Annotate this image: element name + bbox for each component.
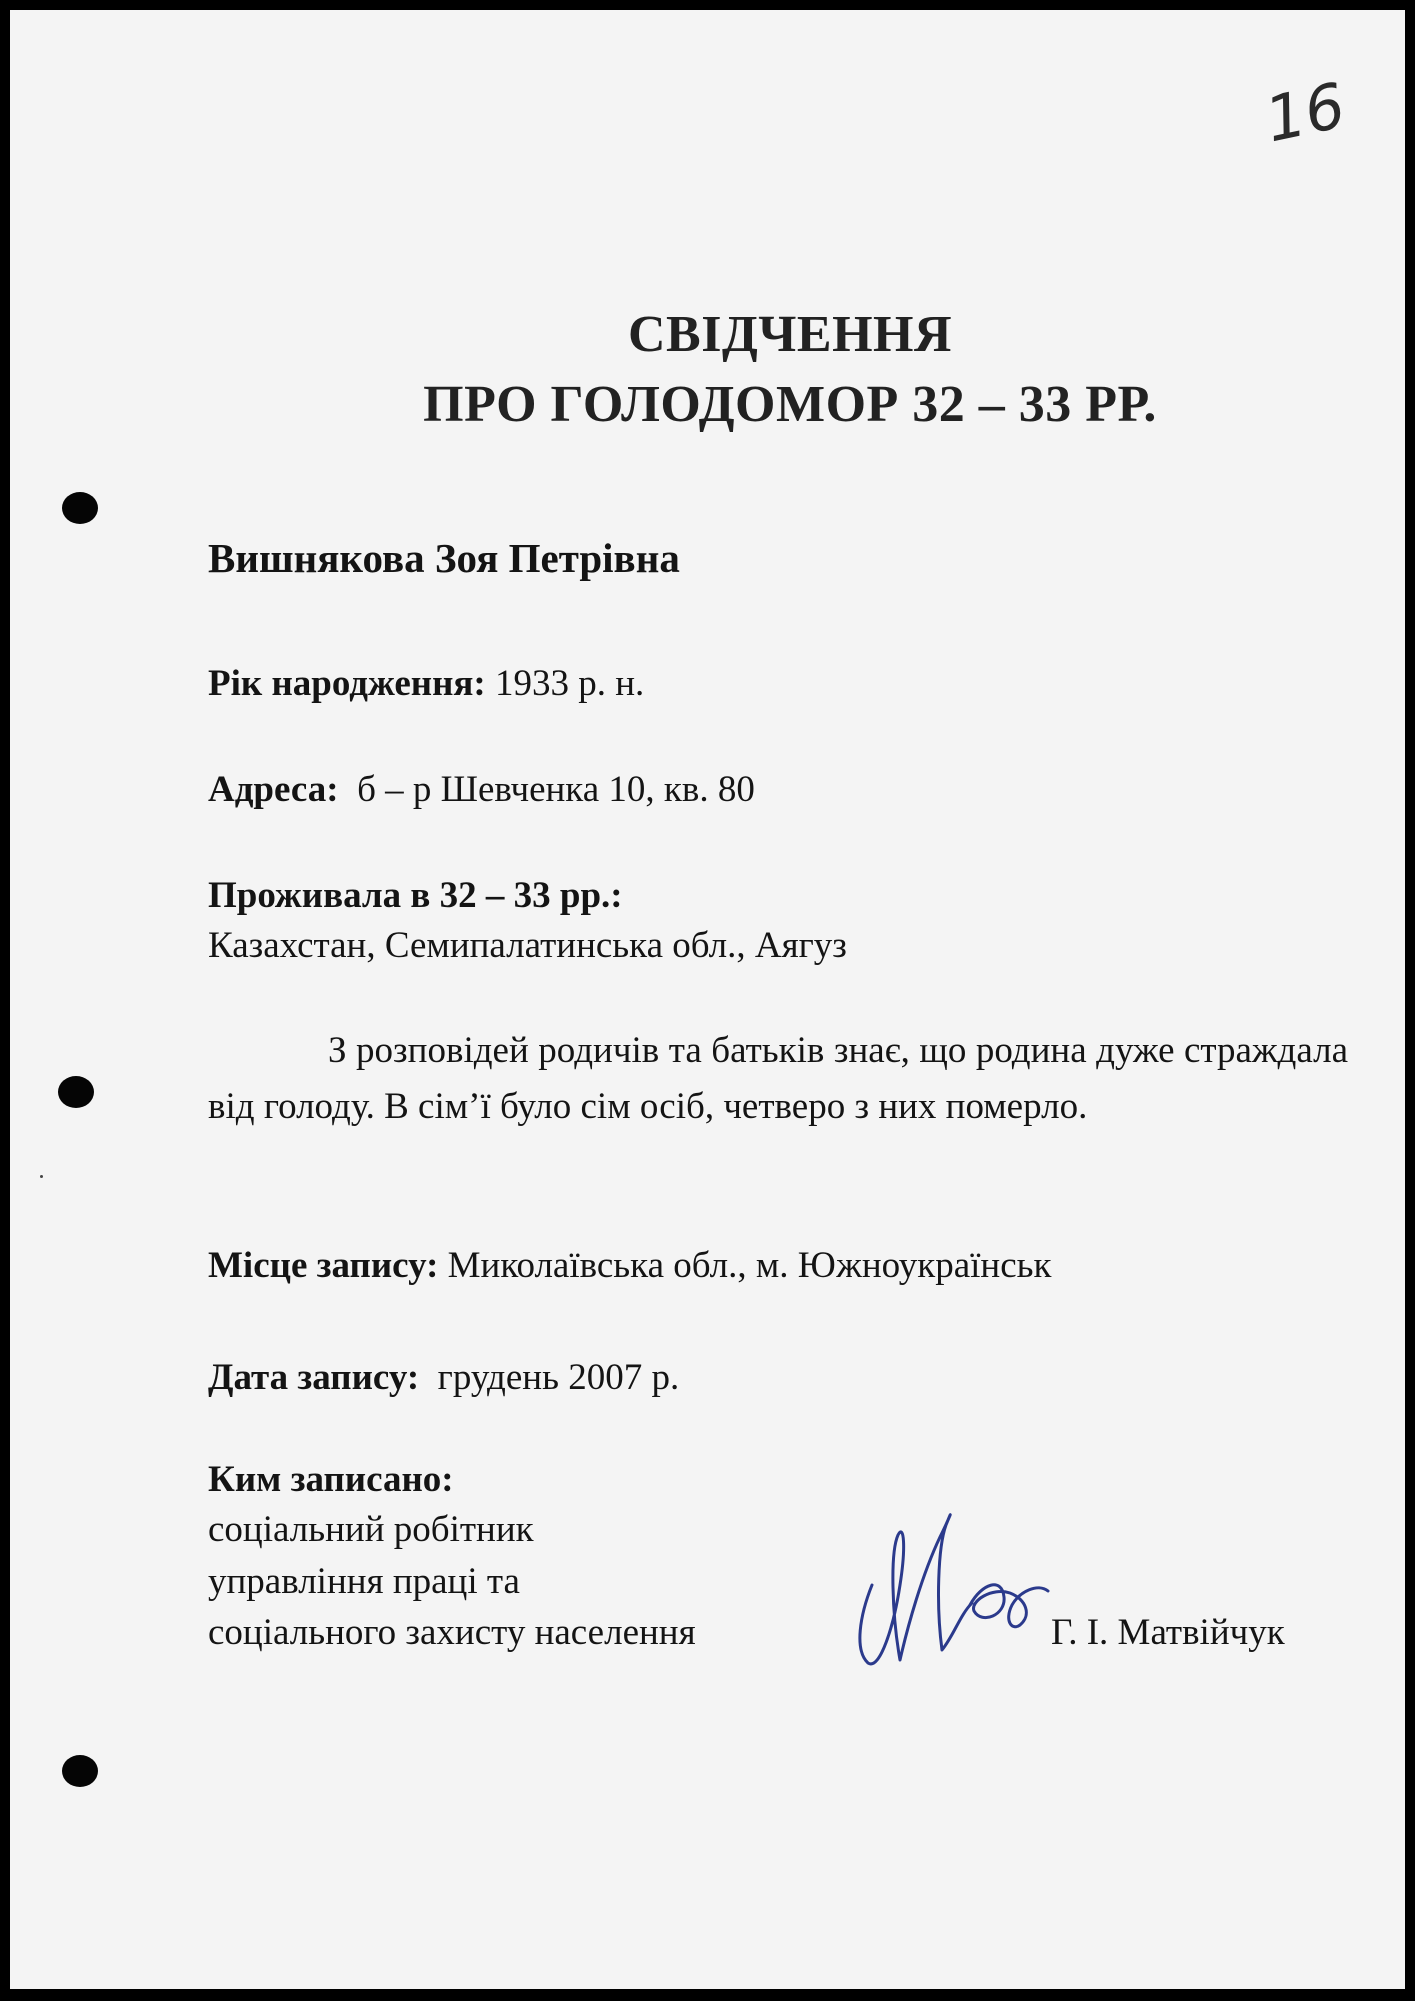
address-row (208, 768, 755, 812)
record-place-row (208, 1244, 1052, 1288)
birth-year-row (208, 662, 644, 706)
record-date-row (208, 1356, 679, 1400)
punch-hole-top (62, 492, 98, 524)
page-number (1258, 62, 1352, 162)
residence-value: Казахстан, Семипалатинська обл., Аягуз (208, 925, 847, 966)
signer-name: Г. І. Матвійчук (1051, 1612, 1285, 1653)
person-name: Вишнякова Зоя Петрівна (208, 535, 680, 581)
document-page (10, 10, 1405, 1989)
residence-label: Проживала в 32 – 33 рр.: (208, 875, 623, 916)
birth-year-value: 1933 р. н. (495, 663, 645, 704)
recorded-by-label: Ким записано: (208, 1459, 454, 1500)
handwritten-signature (842, 1465, 1062, 1680)
record-place-label: Місце запису: (208, 1245, 439, 1286)
punch-hole-bottom (62, 1755, 98, 1787)
recorder-position-line3: соціального захисту населення (208, 1612, 696, 1653)
address-value: б – р Шевченка 10, кв. 80 (357, 769, 755, 810)
recorder-position-line1: соціальний робітник (208, 1509, 534, 1550)
page-number-text: 16 (1258, 68, 1352, 157)
paper-speck (40, 1175, 43, 1178)
document-title-line2: ПРО ГОЛОДОМОР 32 – 33 РР. (423, 376, 1157, 433)
recorder-position-line2: управління праці та (208, 1561, 520, 1602)
record-date-label: Дата запису: (208, 1357, 420, 1398)
testimony-paragraph: З розповідей родичів та батьків знає, що родина дуже страждала від голоду. В сім’ї було сім осіб, четверо з них померло. (208, 1030, 1348, 1127)
document-title-line1: СВІДЧЕННЯ (627, 306, 953, 363)
record-place-value: Миколаївська обл., м. Южноукраїнськ (447, 1245, 1052, 1286)
birth-year-label: Рік народження: (208, 663, 486, 704)
record-date-value: грудень 2007 р. (437, 1357, 680, 1398)
punch-hole-middle (58, 1076, 94, 1108)
address-label: Адреса: (208, 769, 339, 810)
